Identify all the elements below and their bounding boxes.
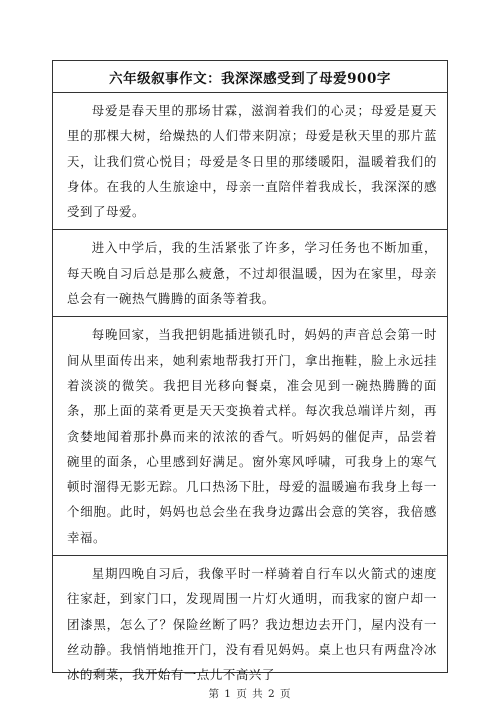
paragraph-1: 母爱是春天里的那场甘霖，滋润着我们的心灵；母爱是夏天里的那棵大树，给燥热的人们带来阴凉；母爱是秋天里的那片蓝天，让我们赏心悦目；母爱是冬日里的那缕暖阳，温暖着我们的身体。在我的人生旅途中，母亲一直陪伴着我成长，我深深的感受到了母爱。: [53, 93, 447, 230]
paragraph-4: 星期四晚自习后，我像平时一样骑着自行车以火箭式的速度往家赶，到家门口，发现周围一片灯火通明，而我家的窗户却一团漆黑，怎么了？保险丝断了吗？我边想边去开门，屋内没有一丝动静。我悄悄地推开门，没有看见妈妈。桌上也只有两盘冷冰冰的剩菜，我开始有一点儿不高兴了: [67, 566, 437, 683]
essay-table: [52, 60, 448, 683]
paragraph-3: 每晚回家，当我把钥匙插进锁孔时，妈妈的声音总会第一时间从里面传出来，她利索地帮我打开门，拿出拖鞋，脸上永远挂着淡淡的微笑。我把目光移向餐桌，准会见到一碗热腾腾的面条，那上面的菜肴更是天天变换着式样。每次我总端详片刻，再贪婪地闻着那扑鼻而来的浓浓的香气。听妈妈的催促声，品尝着碗里的面条，心里感到好满足。窗外寒风呼啸，可我身上的寒气顿时溜得无影无踪。几口热汤下肚，母爱的温暖遍布我身上每一个细胞。此时，妈妈也总会坐在我身边露出会意的笑容，我倍感幸福。: [53, 317, 447, 556]
page-number-footer: 第 1 页 共 2 页: [208, 688, 292, 700]
essay-title: 六年级叙事作文：我深深感受到了母爱900字: [53, 61, 447, 93]
paragraph-2: 进入中学后，我的生活紧张了许多，学习任务也不断加重，每天晚自习后总是那么疲惫，不过却很温暖，因为在家里，母亲总会有一碗热气腾腾的面条等着我。: [53, 230, 447, 317]
